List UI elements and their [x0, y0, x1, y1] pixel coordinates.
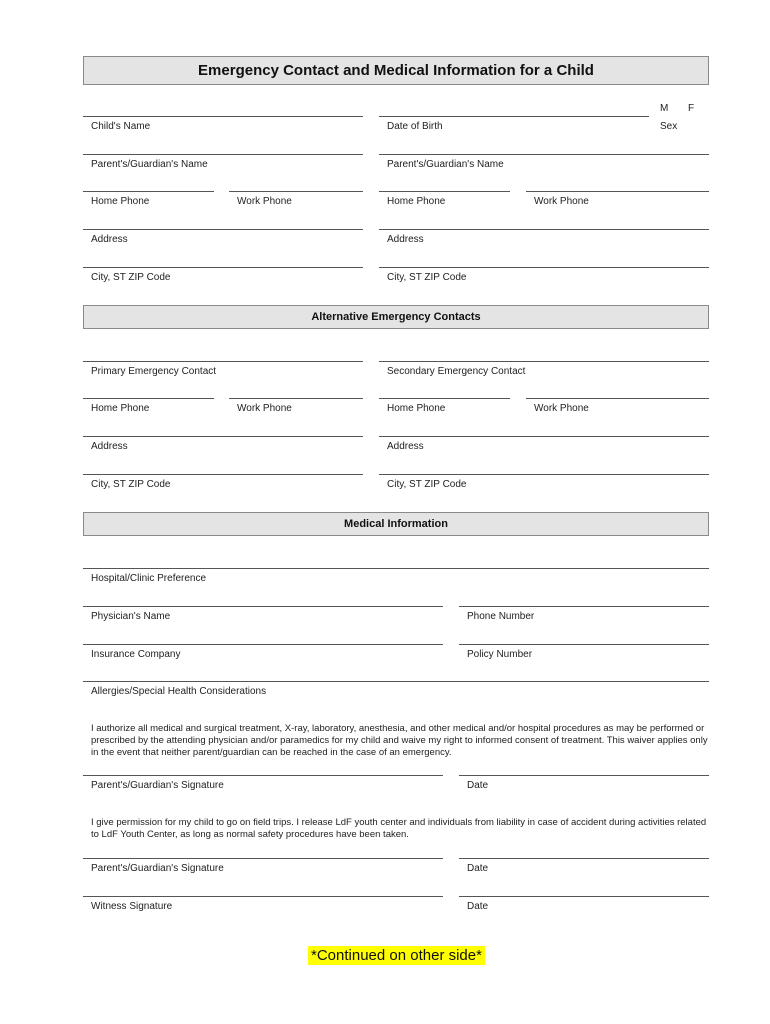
phone-number-label: Phone Number — [467, 611, 535, 622]
date-field-2[interactable] — [459, 858, 709, 874]
city-field-1[interactable] — [83, 267, 363, 283]
permission-text: I give permission for my child to go on field trips. I release LdF youth center and individuals from liability in case of accident during activities related to LdF Youth Center, as long as normal safety procedures have been taken. — [91, 817, 707, 840]
alt-city-field-2[interactable] — [379, 474, 709, 490]
date-of-birth-field[interactable] — [379, 116, 649, 132]
home-phone-label-2: Home Phone — [387, 196, 446, 207]
witness-signature-label: Witness Signature — [91, 901, 173, 912]
hospital-label: Hospital/Clinic Preference — [91, 573, 207, 584]
date-of-birth-label: Date of Birth — [387, 121, 443, 132]
childs-name-label: Child's Name — [91, 121, 151, 132]
alt-city-label-1: City, ST ZIP Code — [91, 479, 171, 490]
work-phone-label-2: Work Phone — [534, 196, 589, 207]
alt-home-phone-label-2: Home Phone — [387, 403, 446, 414]
alt-home-phone-field-2[interactable] — [379, 398, 510, 414]
city-label-1: City, ST ZIP Code — [91, 272, 171, 283]
alt-address-field-1[interactable] — [83, 436, 363, 452]
alt-city-field-1[interactable] — [83, 474, 363, 490]
alt-work-phone-label-1: Work Phone — [237, 403, 292, 414]
guardian-name-label-1: Parent's/Guardian's Name — [91, 159, 208, 170]
physician-field[interactable] — [83, 606, 443, 622]
sex-m-option[interactable]: M — [660, 103, 669, 114]
date-label-2: Date — [467, 863, 489, 874]
alt-home-phone-field-1[interactable] — [83, 398, 214, 414]
work-phone-label-1: Work Phone — [237, 196, 292, 207]
home-phone-field-2[interactable] — [379, 191, 510, 207]
sex-options[interactable] — [660, 103, 694, 114]
alt-work-phone-field-1[interactable] — [229, 398, 363, 414]
allergies-field[interactable] — [83, 681, 709, 697]
city-label-2: City, ST ZIP Code — [387, 272, 467, 283]
phone-number-field[interactable] — [459, 606, 709, 622]
continued-note: *Continued on other side* — [308, 946, 485, 965]
address-label-2: Address — [387, 234, 424, 245]
date-field-1[interactable] — [459, 775, 709, 791]
date-label-3: Date — [467, 901, 489, 912]
authorization-text: I authorize all medical and surgical treatment, X-ray, laboratory, anesthesia, and other medical and/or hospital procedures as may be performed or prescribed by the attending physician and/or paramedics for my child and waive my right to informed consent of treatment. This waiver applies only in the event that neither parent/guardian can be reached in the case of an emergency. — [91, 723, 708, 758]
alt-home-phone-label-1: Home Phone — [91, 403, 150, 414]
alt-work-phone-label-2: Work Phone — [534, 403, 589, 414]
work-phone-field-2[interactable] — [526, 191, 709, 207]
witness-signature-field[interactable] — [83, 896, 443, 912]
address-field-2[interactable] — [379, 229, 709, 245]
primary-contact-field[interactable] — [83, 361, 363, 377]
physician-label: Physician's Name — [91, 611, 171, 622]
work-phone-field-1[interactable] — [229, 191, 363, 207]
guardian-name-label-2: Parent's/Guardian's Name — [387, 159, 504, 170]
childs-name-field[interactable] — [83, 116, 363, 132]
primary-contact-label: Primary Emergency Contact — [91, 366, 217, 377]
guardian-signature-label-1: Parent's/Guardian's Signature — [91, 780, 224, 791]
address-label-1: Address — [91, 234, 128, 245]
home-phone-label-1: Home Phone — [91, 196, 150, 207]
medical-info-heading: Medical Information — [83, 512, 709, 536]
guardian-signature-field-2[interactable] — [83, 858, 443, 874]
hospital-field[interactable] — [83, 568, 709, 584]
alt-address-field-2[interactable] — [379, 436, 709, 452]
insurance-field[interactable] — [83, 644, 443, 660]
address-field-1[interactable] — [83, 229, 363, 245]
sex-f-option[interactable]: F — [688, 103, 695, 114]
alt-address-label-2: Address — [387, 441, 424, 452]
allergies-label: Allergies/Special Health Considerations — [91, 686, 267, 697]
date-field-3[interactable] — [459, 896, 709, 912]
alt-address-label-1: Address — [91, 441, 128, 452]
sex-label: Sex — [660, 121, 678, 132]
secondary-contact-label: Secondary Emergency Contact — [387, 366, 526, 377]
home-phone-field-1[interactable] — [83, 191, 214, 207]
insurance-label: Insurance Company — [91, 649, 181, 660]
guardian-name-field-1[interactable] — [83, 154, 363, 170]
guardian-signature-label-2: Parent's/Guardian's Signature — [91, 863, 224, 874]
alt-contacts-heading: Alternative Emergency Contacts — [83, 305, 709, 329]
policy-number-field[interactable] — [459, 644, 709, 660]
form-title: Emergency Contact and Medical Information for a Child — [83, 56, 709, 85]
secondary-contact-field[interactable] — [379, 361, 709, 377]
guardian-name-field-2[interactable] — [379, 154, 709, 170]
guardian-signature-field-1[interactable] — [83, 775, 443, 791]
policy-number-label: Policy Number — [467, 649, 533, 660]
city-field-2[interactable] — [379, 267, 709, 283]
alt-work-phone-field-2[interactable] — [526, 398, 709, 414]
alt-city-label-2: City, ST ZIP Code — [387, 479, 467, 490]
date-label-1: Date — [467, 780, 489, 791]
